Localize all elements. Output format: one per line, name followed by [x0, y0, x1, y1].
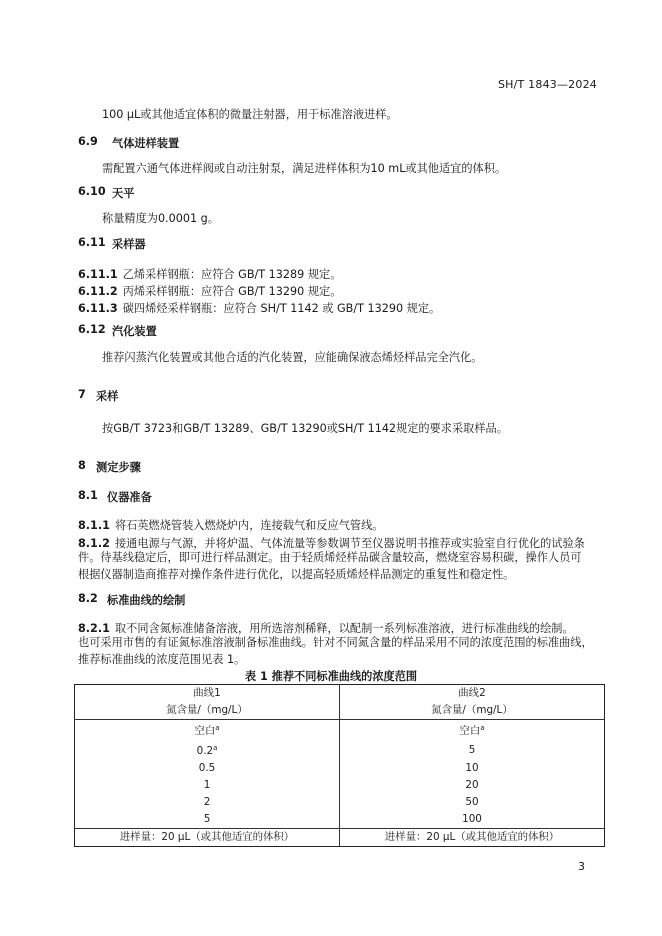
item-number: 6.11.1	[78, 268, 118, 281]
section-8-number: 8	[78, 459, 86, 472]
col1-unit: 氮含量/（mg/L）	[75, 702, 340, 720]
col2-title: 曲线2	[340, 685, 605, 703]
section-8-1-number: 8.1	[78, 489, 98, 502]
table-cell: 2	[75, 794, 340, 811]
table-row	[75, 720, 605, 741]
item-text: 接通电源与气源，并将炉温、气体流量等参数调节至仪器说明书推荐或实验室自行优化的试验条	[114, 537, 585, 550]
table-cell: 20	[340, 777, 605, 794]
section-7-title: 采样	[96, 390, 119, 403]
table-row	[75, 794, 605, 811]
item-number: 6.11.3	[78, 302, 118, 315]
paragraph-8-1-2-line: 根据仪器制造商推荐对操作条件进行优化，以提高轻质烯烃样品测定的重复性和稳定性。	[78, 568, 515, 581]
table-row	[75, 740, 605, 760]
section-6-10-title: 天平	[112, 187, 135, 200]
section-6-12-number: 6.12	[78, 323, 106, 336]
table-cell: 0.2$^a$	[75, 740, 340, 760]
paragraph-8-2-1-line: 也可采用市售的有证氮标准溶液制备标准曲线。针对不同氮含量的样品采用不同的浓度范围的标准曲线，	[78, 636, 593, 649]
section-8-2-number: 8.2	[78, 592, 98, 605]
section-7-text: 按GB/T 3723和GB/T 13289、GB/T 13290或SH/T 1142规定的要求采取样品。	[102, 422, 508, 435]
paragraph-8-2-1-line: 推荐标准曲线的浓度范围见表 1。	[78, 653, 246, 666]
item-text: 将石英燃烧管装入燃烧炉内，连接载气和反应气管线。	[114, 519, 384, 532]
table-row	[75, 811, 605, 829]
continuation-text: 100 µL或其他适宜体积的微量注射器，用于标准溶液进样。	[102, 108, 398, 121]
table-row	[75, 760, 605, 777]
section-6-12-title: 汽化装置	[112, 325, 157, 338]
col2-footer: 进样量：20 µL（或其他适宜的体积）	[340, 829, 605, 847]
item-number: 8.1.2	[78, 537, 110, 550]
section-6-10-number: 6.10	[78, 185, 106, 198]
item-number: 8.2.1	[78, 622, 110, 635]
table-cell: 1	[75, 777, 340, 794]
item-number: 8.1.1	[78, 519, 110, 532]
item-text: 取不同含氮标准储备溶液，用所选溶剂稀释，以配制一系列标准溶液，进行标准曲线的绘制。	[114, 622, 574, 635]
col1-title: 曲线1	[75, 685, 340, 703]
item-text: 乙烯采样钢瓶：应符合 GB/T 13289 规定。	[122, 268, 342, 281]
paragraph-8-1-1	[78, 514, 383, 533]
item-number: 6.11.2	[78, 285, 118, 298]
section-6-12-text: 推荐闪蒸汽化装置或其他合适的汽化装置，应能确保液态烯烃样品完全汽化。	[102, 351, 483, 364]
section-8-2-title: 标准曲线的绘制	[107, 594, 186, 607]
table-cell: 5	[340, 740, 605, 760]
table-cell: 10	[340, 760, 605, 777]
table-cell: 0.5	[75, 760, 340, 777]
section-6-10-text: 称量精度为0.0001 g。	[102, 212, 219, 225]
table-row	[75, 777, 605, 794]
section-8-1-title: 仪器准备	[107, 491, 152, 504]
list-item	[78, 297, 440, 316]
table-cell: 空白$^a$	[340, 720, 605, 741]
section-6-11-number: 6.11	[78, 236, 106, 249]
footnote-marker: a	[480, 724, 485, 732]
doc-code-header: SH/T 1843—2024	[498, 78, 597, 91]
col2-unit: 氮含量/（mg/L）	[340, 702, 605, 720]
footnote-marker: a	[213, 744, 218, 752]
section-7-number: 7	[78, 388, 86, 401]
paragraph-8-1-2-line: 件。待基线稳定后，即可进行样品测定。由于轻质烯烃样品碳含量较高，燃烧室容易积碳，操作人员可	[78, 551, 582, 564]
section-6-9-number: 6.9	[78, 135, 98, 148]
col1-footer: 进样量：20 µL（或其他适宜的体积）	[75, 829, 340, 847]
page-number: 3	[578, 860, 586, 873]
section-6-9-text: 需配置六通气体进样阀或自动注射泵，满足进样体积为10 mL或其他适宜的体积。	[102, 162, 507, 175]
table-caption: 表 1 推荐不同标准曲线的浓度范围	[244, 670, 418, 683]
table-cell: 空白$^a$	[75, 720, 340, 741]
footnote-marker: a	[215, 724, 220, 732]
concentration-table	[74, 684, 605, 847]
table-cell: 100	[340, 811, 605, 829]
table-cell: 50	[340, 794, 605, 811]
section-6-11-title: 采样器	[112, 238, 146, 251]
item-text: 碳四烯烃采样钢瓶：应符合 SH/T 1142 或 GB/T 13290 规定。	[122, 302, 441, 315]
section-8-title: 测定步骤	[96, 461, 141, 474]
table-cell: 5	[75, 811, 340, 829]
section-6-9-title: 气体进样装置	[112, 137, 180, 150]
item-text: 丙烯采样钢瓶：应符合 GB/T 13290 规定。	[122, 285, 342, 298]
